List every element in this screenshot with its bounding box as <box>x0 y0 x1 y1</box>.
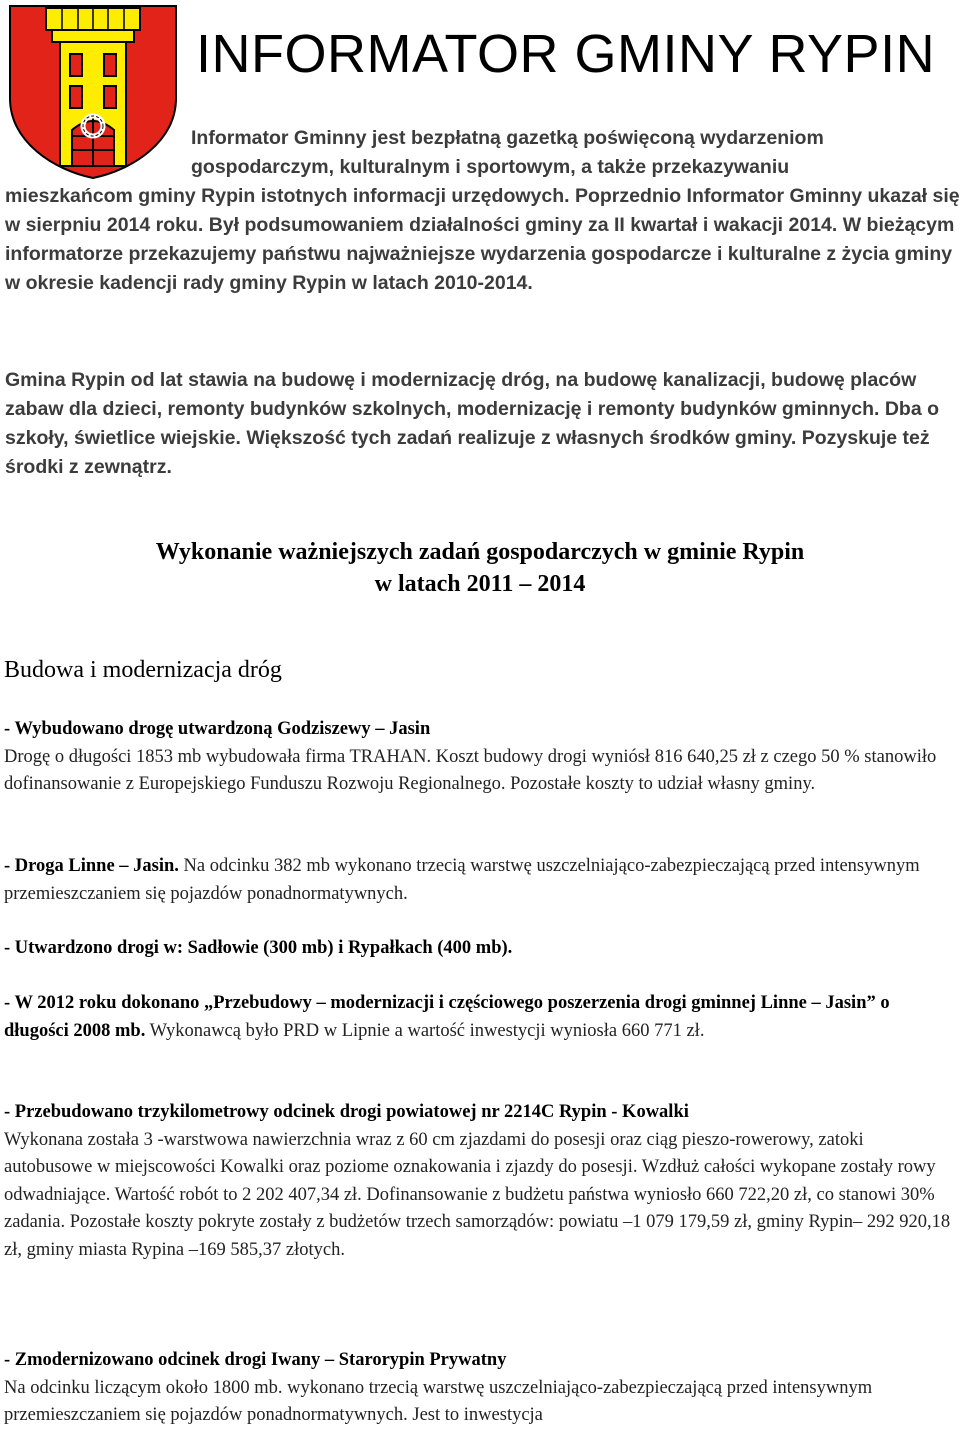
section-heading <box>0 536 960 600</box>
item-title: - Przebudowano trzykilometrowy odcinek drogi powiatowej nr 2214C Rypin - Kowalki <box>4 1102 689 1122</box>
item-text: Na odcinku liczącym około 1800 mb. wykonano trzecią warstwę uszczelniająco-zabezpieczającą przed intensywnym przemieszczaniem się pojazdów ponadnormatywnych. Jest to inwestycja <box>4 1377 873 1425</box>
intro-paragraph <box>0 124 960 298</box>
list-item <box>4 1347 956 1430</box>
intro-lead: Informator Gminny jest bezpłatną gazetką poświęconą wydarzeniom gospodarczym, kulturalnym i sportowym, a także przekazywaniu <box>191 127 824 178</box>
roads-subheading: Budowa i modernizacja dróg <box>4 657 282 683</box>
page-title: INFORMATOR GMINY RYPIN <box>196 24 936 84</box>
intro-rest: mieszkańcom gminy Rypin istotnych informacji urzędowych. Poprzednio Informator Gminny ukazał się w sierpniu 2014 roku. Był podsumowaniem działalności gminy za II kwartał i wakacji 2014. W bieżącym informatorze przekazujemy państwu najważniejsze wydarzenia gospodarcze i kulturalne z życia gminy w okresie kadencji rady gminy Rypin w latach 2010-2014. <box>5 185 960 294</box>
item-text: Na odcinku 382 mb wykonano trzecią warstwę uszczelniająco-zabezpieczającą przed intensywnym przemieszczaniem się pojazdów ponadnormatywnych. <box>4 856 920 904</box>
item-title: - Droga Linne – Jasin. <box>4 856 179 876</box>
item-title: - Utwardzono drogi w: Sadłowie (300 mb) i Rypałkach (400 mb). <box>4 938 513 958</box>
list-item <box>4 1099 956 1264</box>
item-title: - Wybudowano drogę utwardzoną Godziszewy – Jasin <box>4 719 431 739</box>
list-item <box>4 990 956 1045</box>
section-heading-line2: w latach 2011 – 2014 <box>374 571 586 597</box>
item-title: - W 2012 roku dokonano „Przebudowy – modernizacji i częściowego poszerzenia drogi gminnej Linne – Jasin” o długości 2008 mb. <box>4 993 890 1041</box>
item-text: Wykonana została 3 -warstwowa nawierzchnia wraz z 60 cm zjazdami do posesji oraz ciąg pieszo-rowerowy, zatoki autobusowe w miejscowości Kowalki oraz poziome oznakowania i zjazdy do posesji. Wzdłuż całości wykopane zostały rowy odwadniające. Wartość robót to 2 202 407,34 zł. Dofinansowanie z budżetu państwa wyniosło 660 722,20 zł, co stanowi 30% zadania. Pozostałe koszty pokryte zostały z budżetów trzech samorządów: powiatu –1 079 179,59 zł, gminy Rypin– 292 920,18 zł, gminy miasta Rypina –169 585,37 złotych. <box>4 1129 951 1260</box>
item-text: Drogę o długości 1853 mb wybudowała firma TRAHAN. Koszt budowy drogi wyniósł 816 640,25 zł z czego 50 % stanowiło dofinansowanie z Europejskiego Funduszu Rozwoju Regionalnego. Pozostałe koszty to udział własny gminy. <box>4 746 937 794</box>
section-heading-line1: Wykonanie ważniejszych zadań gospodarczych w gminie Rypin <box>155 539 805 565</box>
roads-overview-paragraph: Gmina Rypin od lat stawia na budowę i modernizację dróg, na budowę kanalizacji, budowę placów zabaw dla dzieci, remonty budynków szkolnych, modernizację i remonty budynków gminnych. Dba o szkoły, świetlice wiejskie. Większość tych zadań realizuje z własnych środków gminy. Pozyskuje też środki z zewnątrz. <box>5 369 940 478</box>
list-item <box>4 716 956 799</box>
item-title: - Zmodernizowano odcinek drogi Iwany – Starorypin Prywatny <box>4 1350 507 1370</box>
item-text: Wykonawcą było PRD w Lipnie a wartość inwestycji wyniosła 660 771 zł. <box>145 1020 705 1041</box>
list-item <box>4 853 956 908</box>
list-item <box>4 935 956 963</box>
